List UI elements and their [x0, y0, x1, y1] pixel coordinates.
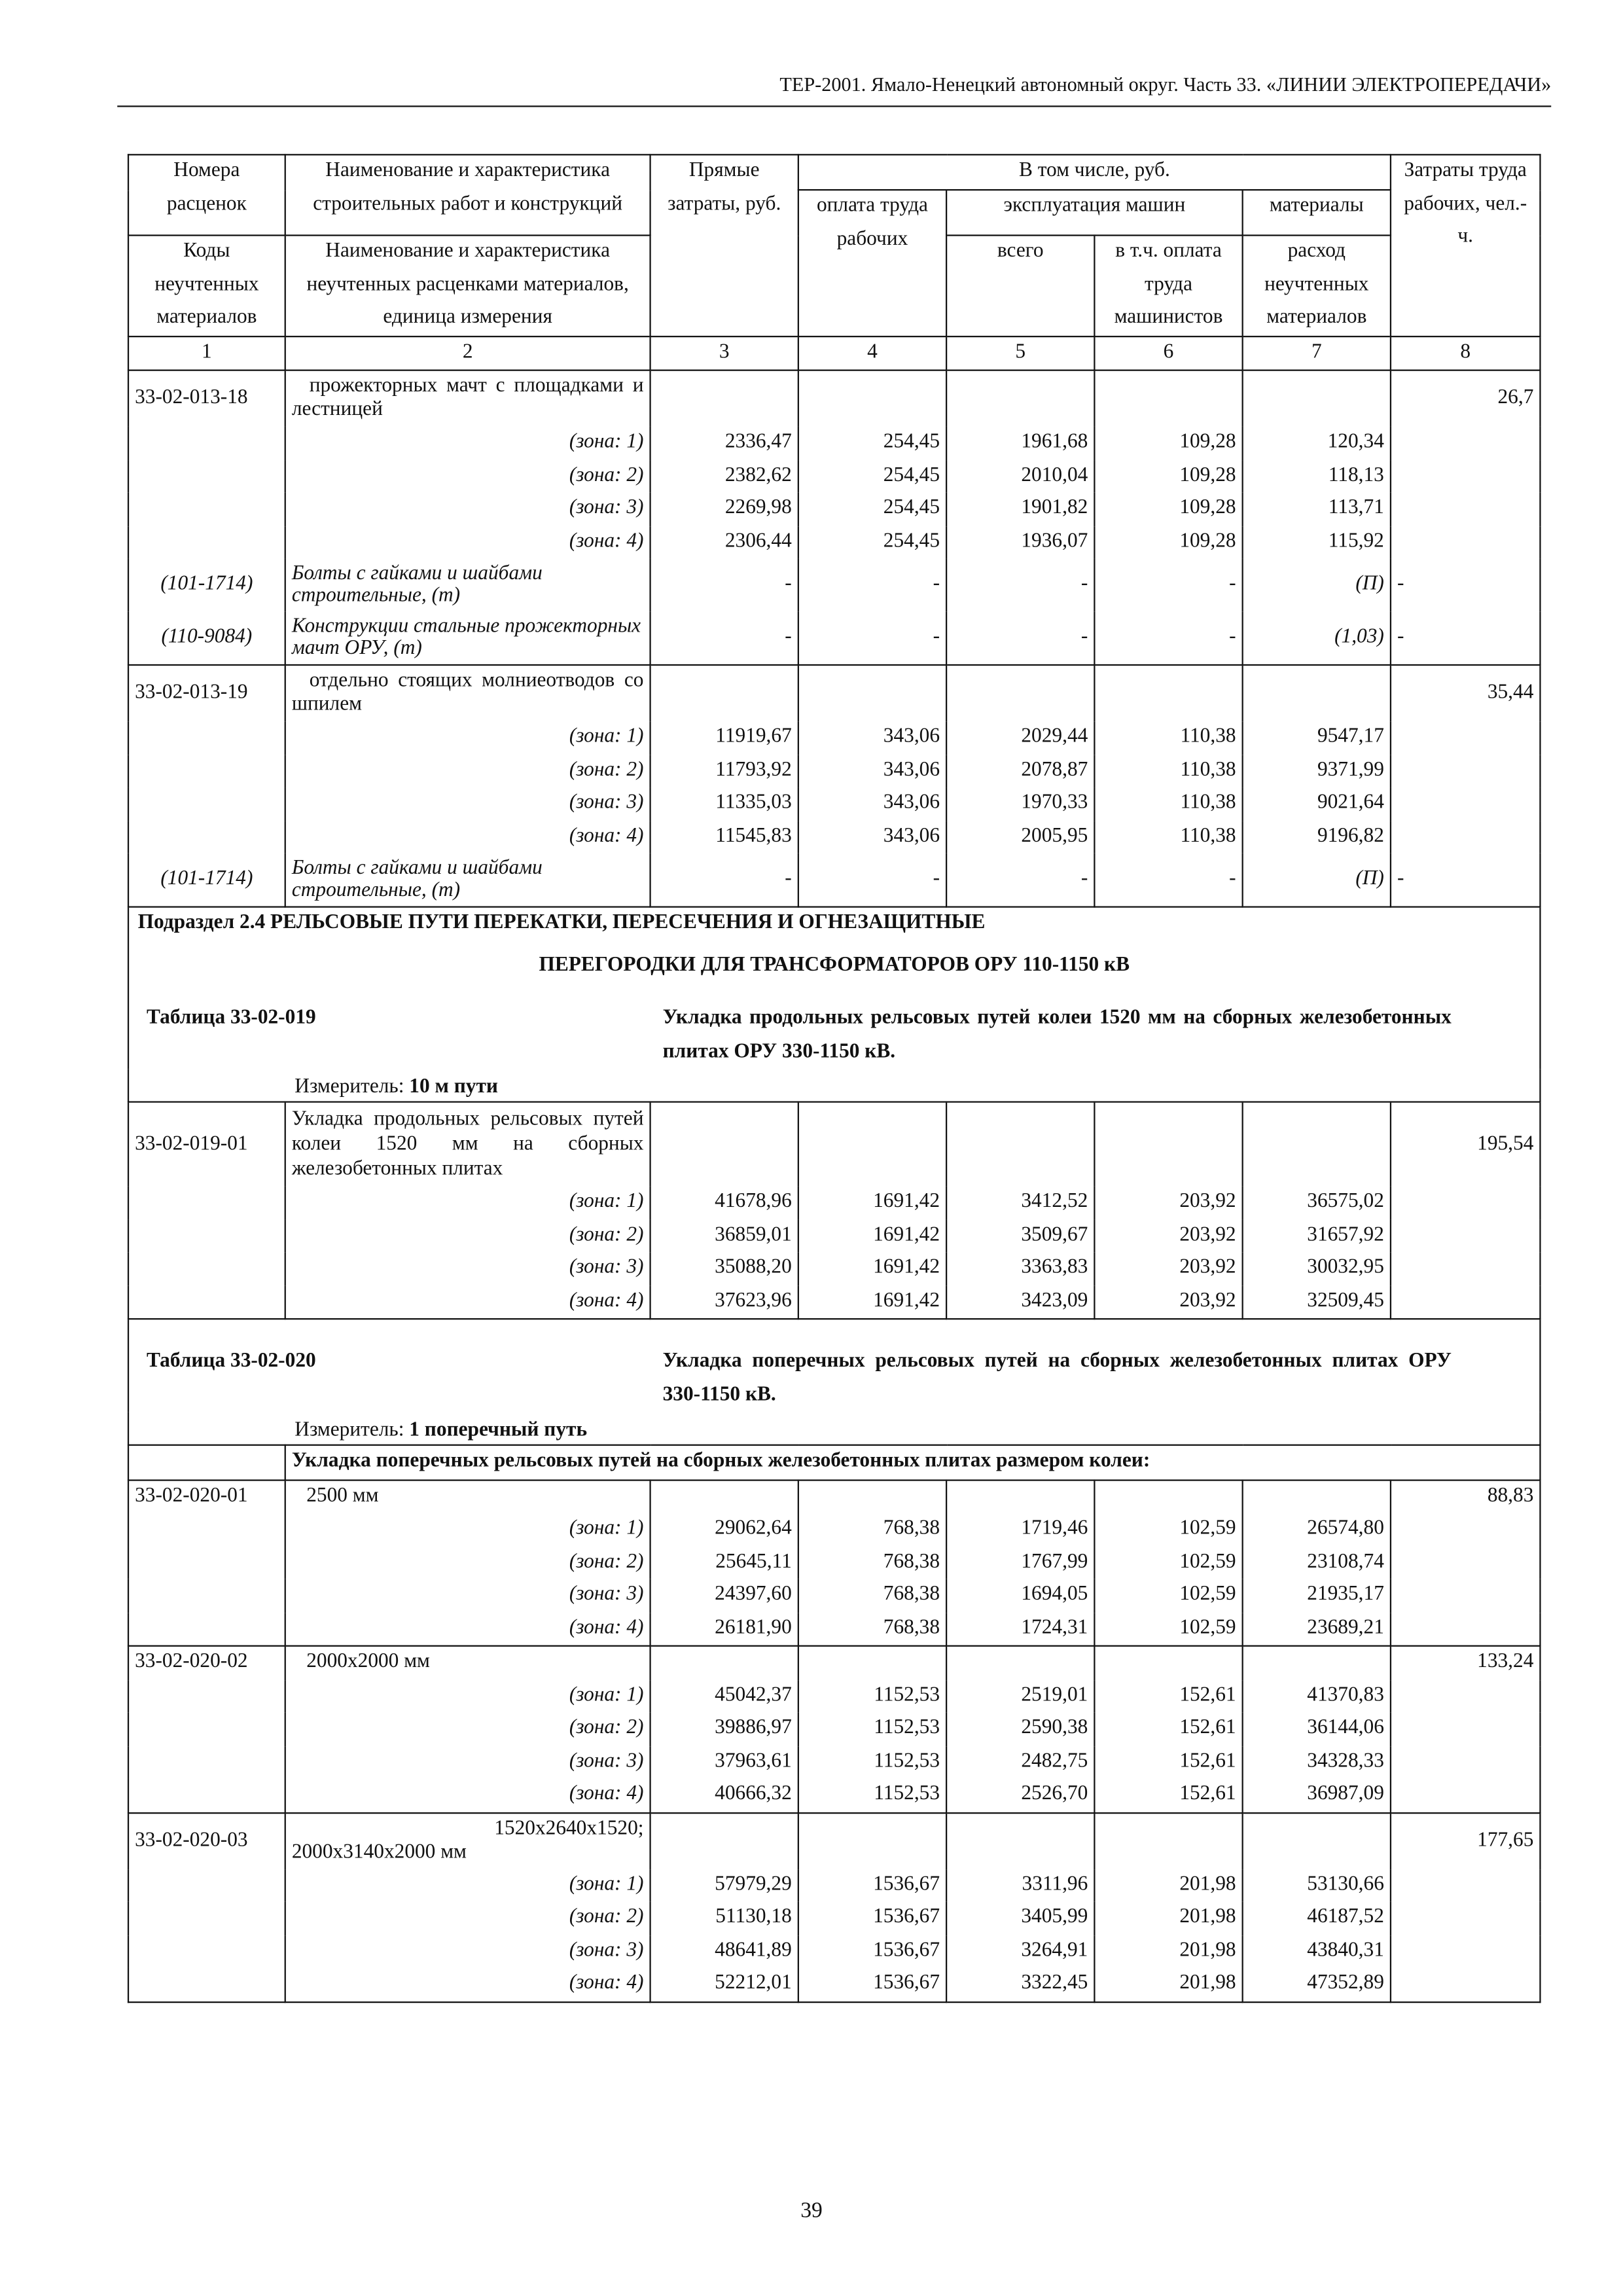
zone-label: (зона: 3) — [285, 787, 651, 820]
zone-label: (зона: 3) — [285, 493, 651, 526]
col-num: 2 — [285, 336, 651, 370]
table-020-heading — [128, 1319, 1540, 1412]
labor-value: 88,83 — [1391, 1479, 1541, 1513]
cell: 1691,42 — [798, 1186, 946, 1219]
cell: 9371,99 — [1243, 755, 1391, 787]
table-019-heading — [128, 982, 1540, 1069]
cell: 3322,45 — [946, 1967, 1094, 2001]
col-mat-name: Наименование и характеристика неучтенных расценками материалов, единица измерения — [285, 236, 651, 336]
cell: 39886,97 — [651, 1713, 798, 1746]
cell: 25645,11 — [651, 1546, 798, 1579]
rate-name — [285, 1812, 651, 1869]
cell: 110,38 — [1094, 721, 1242, 754]
cell: 109,28 — [1094, 459, 1242, 492]
meter-label: Измеритель: — [294, 1076, 404, 1098]
zone-label: (зона: 1) — [285, 1869, 651, 1901]
table-020-subheading: Укладка поперечных рельсовых путей на сборных железобетонных плитах размером колеи: — [285, 1445, 1541, 1480]
cell: 1901,82 — [946, 493, 1094, 526]
material-row — [128, 611, 1540, 665]
col-labor-pay: оплата труда рабочих — [798, 190, 946, 336]
col-num: 8 — [1391, 336, 1541, 370]
zone-row — [128, 1579, 1540, 1612]
cell: - — [651, 853, 798, 907]
cell: 11793,92 — [651, 755, 798, 787]
col-num: 6 — [1094, 336, 1242, 370]
cell: 11545,83 — [651, 820, 798, 853]
cell: 2005,95 — [946, 820, 1094, 853]
cell: 203,92 — [1094, 1186, 1242, 1219]
zone-row — [128, 1967, 1540, 2001]
meter-value: 1 поперечный путь — [409, 1419, 588, 1442]
zone-label: (зона: 2) — [285, 1902, 651, 1935]
zone-row — [128, 1219, 1540, 1252]
cell: 109,28 — [1094, 427, 1242, 459]
zone-label: (зона: 1) — [285, 427, 651, 459]
cell: 36575,02 — [1243, 1186, 1391, 1219]
col-incl-mach: в т.ч. оплата труда машинистов — [1094, 236, 1242, 336]
rate-code: 33-02-013-18 — [128, 370, 285, 427]
cell: 51130,18 — [651, 1902, 798, 1935]
cell: 3509,67 — [946, 1219, 1094, 1252]
cell: 37963,61 — [651, 1746, 798, 1778]
col-codes: Номера расценок — [128, 154, 285, 235]
cell: 254,45 — [798, 493, 946, 526]
material-code: (101-1714) — [128, 853, 285, 907]
rates-table — [128, 154, 1541, 2002]
page-number: 39 — [800, 2199, 823, 2223]
cell: 37623,96 — [651, 1285, 798, 1319]
cell: 29062,64 — [651, 1513, 798, 1546]
labor-value: 133,24 — [1391, 1646, 1541, 1680]
zone-row — [128, 1252, 1540, 1285]
cell: 1694,05 — [946, 1579, 1094, 1612]
material-row — [128, 853, 1540, 907]
col-num: 7 — [1243, 336, 1391, 370]
cell: 1536,67 — [798, 1902, 946, 1935]
table-row — [128, 1102, 1540, 1187]
cell: 2078,87 — [946, 755, 1094, 787]
cell: - — [946, 559, 1094, 612]
cell: 23689,21 — [1243, 1612, 1391, 1646]
cell: - — [798, 853, 946, 907]
cell: - — [946, 853, 1094, 907]
cell: 1536,67 — [798, 1935, 946, 1967]
zone-label: (зона: 3) — [285, 1579, 651, 1612]
cell: 3264,91 — [946, 1935, 1094, 1967]
labor-value: 195,54 — [1391, 1102, 1541, 1187]
zone-label: (зона: 3) — [285, 1746, 651, 1778]
zone-row — [128, 1285, 1540, 1319]
cell: 11919,67 — [651, 721, 798, 754]
material-name: Болты с гайками и шайбами строительные, (т) — [285, 853, 651, 907]
cell: 1152,53 — [798, 1679, 946, 1712]
zone-row — [128, 787, 1540, 820]
zone-row — [128, 1935, 1540, 1967]
labor-value: 35,44 — [1391, 665, 1541, 721]
table-020-meter — [128, 1412, 1540, 1444]
zone-row — [128, 1546, 1540, 1579]
cell: 115,92 — [1243, 526, 1391, 558]
cell: - — [651, 559, 798, 612]
cell: 201,98 — [1094, 1935, 1242, 1967]
rate-name: Укладка продольных рельсовых путей колеи 1520 мм на сборных железобетонных плитах — [285, 1102, 651, 1187]
cell: 768,38 — [798, 1546, 946, 1579]
rate-name-line: 2000х3140х2000 мм — [291, 1840, 467, 1863]
zone-label: (зона: 1) — [285, 1679, 651, 1712]
cell: 45042,37 — [651, 1679, 798, 1712]
cell: 36987,09 — [1243, 1778, 1391, 1812]
zone-row — [128, 1746, 1540, 1778]
table-020-title: Укладка поперечных рельсовых путей на сборных железобетонных плитах ОРУ 330-1150 кВ. — [662, 1350, 1452, 1406]
cell: - — [1391, 559, 1541, 612]
col-num: 5 — [946, 336, 1094, 370]
cell: 768,38 — [798, 1513, 946, 1546]
table-019-label: Таблица 33-02-019 — [147, 1007, 316, 1030]
material-use: (1,03) — [1243, 611, 1391, 665]
cell: 47352,89 — [1243, 1967, 1391, 2001]
zone-label: (зона: 1) — [285, 1513, 651, 1546]
zone-row — [128, 493, 1540, 526]
table-019-title: Укладка продольных рельсовых путей колеи 1520 мм на сборных железобетонных плитах ОРУ 330-1150 кВ. — [662, 1007, 1452, 1063]
col-name: Наименование и характеристика строительных работ и конструкций — [285, 154, 651, 235]
cell: 1152,53 — [798, 1713, 946, 1746]
cell: 2590,38 — [946, 1713, 1094, 1746]
cell: 2306,44 — [651, 526, 798, 558]
cell: - — [1094, 853, 1242, 907]
zone-label: (зона: 2) — [285, 1219, 651, 1252]
col-machines: эксплуатация машин — [946, 190, 1243, 235]
col-labor-costs: Затраты труда рабочих, чел.-ч. — [1391, 154, 1541, 336]
cell: - — [798, 559, 946, 612]
zone-row — [128, 1713, 1540, 1746]
cell: 3405,99 — [946, 1902, 1094, 1935]
table-row — [128, 1646, 1540, 1680]
cell: 36144,06 — [1243, 1713, 1391, 1746]
cell: - — [1391, 611, 1541, 665]
rate-code: 33-02-020-02 — [128, 1646, 285, 1680]
zone-label: (зона: 4) — [285, 526, 651, 558]
cell: 1970,33 — [946, 787, 1094, 820]
cell: 9196,82 — [1243, 820, 1391, 853]
material-name: Конструкции стальные прожекторных мачт ОРУ, (т) — [285, 611, 651, 665]
cell: 109,28 — [1094, 493, 1242, 526]
cell: 152,61 — [1094, 1679, 1242, 1712]
rate-name: 2500 мм — [285, 1479, 651, 1513]
cell: 768,38 — [798, 1612, 946, 1646]
rate-name-line: 1520х2640х1520; — [494, 1817, 644, 1840]
cell: 11335,03 — [651, 787, 798, 820]
cell: 23108,74 — [1243, 1546, 1391, 1579]
zone-row — [128, 820, 1540, 853]
cell: 2010,04 — [946, 459, 1094, 492]
cell: 343,06 — [798, 755, 946, 787]
cell: 201,98 — [1094, 1967, 1242, 2001]
cell: 35088,20 — [651, 1252, 798, 1285]
cell: 9021,64 — [1243, 787, 1391, 820]
cell: 1152,53 — [798, 1746, 946, 1778]
zone-label: (зона: 4) — [285, 820, 651, 853]
zone-row — [128, 1778, 1540, 1812]
col-num: 1 — [128, 336, 285, 370]
material-row — [128, 559, 1540, 612]
cell: 102,59 — [1094, 1513, 1242, 1546]
zone-row — [128, 1186, 1540, 1219]
cell: 1536,67 — [798, 1869, 946, 1901]
zone-label: (зона: 3) — [285, 1935, 651, 1967]
cell: 2382,62 — [651, 459, 798, 492]
zone-label: (зона: 3) — [285, 1252, 651, 1285]
cell: 254,45 — [798, 526, 946, 558]
cell: 2519,01 — [946, 1679, 1094, 1712]
cell: 41678,96 — [651, 1186, 798, 1219]
cell: 203,92 — [1094, 1252, 1242, 1285]
cell: 120,34 — [1243, 427, 1391, 459]
table-019-meter — [128, 1069, 1540, 1102]
zone-label: (зона: 1) — [285, 1186, 651, 1219]
zone-row — [128, 526, 1540, 558]
cell: 24397,60 — [651, 1579, 798, 1612]
cell: - — [1391, 853, 1541, 907]
cell: 110,38 — [1094, 820, 1242, 853]
material-name: Болты с гайками и шайбами строительные, (т) — [285, 559, 651, 612]
cell: 102,59 — [1094, 1546, 1242, 1579]
col-total: всего — [946, 236, 1094, 336]
cell: 2526,70 — [946, 1778, 1094, 1812]
zone-label: (зона: 4) — [285, 1778, 651, 1812]
cell: 254,45 — [798, 427, 946, 459]
meter-label: Измеритель: — [294, 1419, 404, 1442]
cell: 3311,96 — [946, 1869, 1094, 1901]
cell: - — [798, 611, 946, 665]
section-line-1: Подраздел 2.4 РЕЛЬСОВЫЕ ПУТИ ПЕРЕКАТКИ, ПЕРЕСЕЧЕНИЯ И ОГНЕЗАЩИТНЫЕ — [137, 912, 986, 935]
zone-row — [128, 1869, 1540, 1901]
cell: 203,92 — [1094, 1219, 1242, 1252]
col-direct: Прямые затраты, руб. — [651, 154, 798, 336]
zone-row — [128, 459, 1540, 492]
cell: 343,06 — [798, 820, 946, 853]
cell: 1936,07 — [946, 526, 1094, 558]
zone-label: (зона: 4) — [285, 1285, 651, 1319]
cell: 26574,80 — [1243, 1513, 1391, 1546]
cell: 110,38 — [1094, 755, 1242, 787]
cell: 48641,89 — [651, 1935, 798, 1967]
zone-label: (зона: 2) — [285, 459, 651, 492]
cell: 43840,31 — [1243, 1935, 1391, 1967]
running-header: ТЕР-2001. Ямало-Ненецкий автономный округ. Часть 33. «ЛИНИИ ЭЛЕКТРОПЕРЕДАЧИ» — [779, 73, 1552, 96]
cell: 152,61 — [1094, 1713, 1242, 1746]
cell: 1719,46 — [946, 1513, 1094, 1546]
cell: 46187,52 — [1243, 1902, 1391, 1935]
cell: 152,61 — [1094, 1746, 1242, 1778]
section-line-2: ПЕРЕГОРОДКИ ДЛЯ ТРАНСФОРМАТОРОВ ОРУ 110-1150 кВ — [539, 954, 1130, 976]
col-incl: В том числе, руб. — [798, 154, 1391, 190]
zone-row — [128, 1513, 1540, 1546]
cell: 113,71 — [1243, 493, 1391, 526]
col-num: 3 — [651, 336, 798, 370]
cell: 2336,47 — [651, 427, 798, 459]
cell: - — [651, 611, 798, 665]
cell: 203,92 — [1094, 1285, 1242, 1319]
cell: 32509,45 — [1243, 1285, 1391, 1319]
cell: 26181,90 — [651, 1612, 798, 1646]
section-heading — [128, 907, 1540, 982]
header-rule — [117, 105, 1551, 107]
cell: 1536,67 — [798, 1967, 946, 2001]
cell: 53130,66 — [1243, 1869, 1391, 1901]
zone-row — [128, 427, 1540, 459]
cell: 118,13 — [1243, 459, 1391, 492]
cell: - — [1094, 559, 1242, 612]
table-row — [128, 370, 1540, 427]
zone-label: (зона: 4) — [285, 1967, 651, 2001]
cell: 57979,29 — [651, 1869, 798, 1901]
cell: 3412,52 — [946, 1186, 1094, 1219]
table-row — [128, 1479, 1540, 1513]
rate-code: 33-02-013-19 — [128, 665, 285, 721]
table-row — [128, 1812, 1540, 1869]
zone-row — [128, 755, 1540, 787]
cell: 1691,42 — [798, 1252, 946, 1285]
cell: 52212,01 — [651, 1967, 798, 2001]
cell: 40666,32 — [651, 1778, 798, 1812]
cell: 102,59 — [1094, 1612, 1242, 1646]
cell: 1152,53 — [798, 1778, 946, 1812]
cell: 1691,42 — [798, 1285, 946, 1319]
cell: 152,61 — [1094, 1778, 1242, 1812]
rate-name: отдельно стоящих молниеотводов со шпилем — [285, 665, 651, 721]
cell: 3423,09 — [946, 1285, 1094, 1319]
cell: 2029,44 — [946, 721, 1094, 754]
cell: 102,59 — [1094, 1579, 1242, 1612]
cell: - — [946, 611, 1094, 665]
cell: 343,06 — [798, 721, 946, 754]
labor-value: 26,7 — [1391, 370, 1541, 427]
zone-label: (зона: 2) — [285, 1713, 651, 1746]
cell: 1724,31 — [946, 1612, 1094, 1646]
material-code: (110-9084) — [128, 611, 285, 665]
cell: 768,38 — [798, 1579, 946, 1612]
rate-name: прожекторных мачт с площадками и лестницей — [285, 370, 651, 427]
cell: 31657,92 — [1243, 1219, 1391, 1252]
cell: 36859,01 — [651, 1219, 798, 1252]
col-mat-use: расход неучтенных материалов — [1243, 236, 1391, 336]
zone-label: (зона: 1) — [285, 721, 651, 754]
cell: 254,45 — [798, 459, 946, 492]
cell: 30032,95 — [1243, 1252, 1391, 1285]
table-020-label: Таблица 33-02-020 — [147, 1350, 316, 1372]
col-mat-codes: Коды неучтенных материалов — [128, 236, 285, 336]
col-materials: материалы — [1243, 190, 1391, 235]
cell: 1961,68 — [946, 427, 1094, 459]
cell: 41370,83 — [1243, 1679, 1391, 1712]
zone-label: (зона: 4) — [285, 1612, 651, 1646]
cell: - — [1094, 611, 1242, 665]
material-use: (П) — [1243, 853, 1391, 907]
table-row — [128, 665, 1540, 721]
material-use: (П) — [1243, 559, 1391, 612]
cell: 201,98 — [1094, 1869, 1242, 1901]
zone-row — [128, 1902, 1540, 1935]
cell: 201,98 — [1094, 1902, 1242, 1935]
rate-name: 2000х2000 мм — [285, 1646, 651, 1680]
rate-code: 33-02-019-01 — [128, 1102, 285, 1187]
zone-row — [128, 1612, 1540, 1646]
cell: 3363,83 — [946, 1252, 1094, 1285]
col-num: 4 — [798, 336, 946, 370]
cell: 21935,17 — [1243, 1579, 1391, 1612]
zone-label: (зона: 2) — [285, 1546, 651, 1579]
cell: 343,06 — [798, 787, 946, 820]
zone-row — [128, 1679, 1540, 1712]
cell: 9547,17 — [1243, 721, 1391, 754]
labor-value: 177,65 — [1391, 1812, 1541, 1869]
zone-row — [128, 721, 1540, 754]
cell: 110,38 — [1094, 787, 1242, 820]
cell: 34328,33 — [1243, 1746, 1391, 1778]
rate-code: 33-02-020-03 — [128, 1812, 285, 1869]
meter-value: 10 м пути — [409, 1076, 498, 1098]
zone-label: (зона: 2) — [285, 755, 651, 787]
material-code: (101-1714) — [128, 559, 285, 612]
cell: 2482,75 — [946, 1746, 1094, 1778]
rate-code: 33-02-020-01 — [128, 1479, 285, 1513]
cell: 109,28 — [1094, 526, 1242, 558]
cell: 2269,98 — [651, 493, 798, 526]
cell: 1691,42 — [798, 1219, 946, 1252]
cell: 1767,99 — [946, 1546, 1094, 1579]
